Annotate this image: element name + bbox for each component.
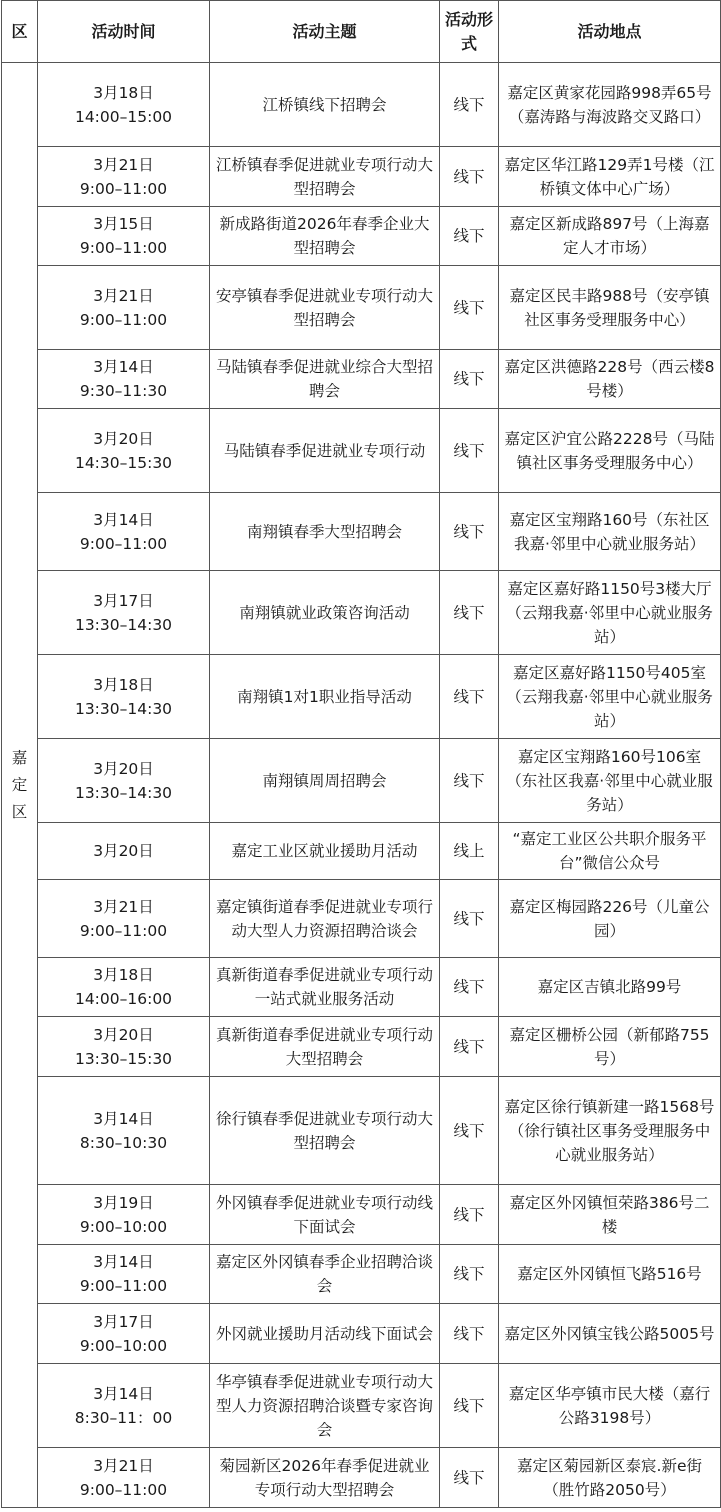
form-cell: 线下 xyxy=(440,147,499,207)
place-cell: 嘉定区新成路897号（上海嘉定人才市场） xyxy=(499,207,721,266)
place-cell: 嘉定区外冈镇宝钱公路5005号 xyxy=(499,1304,721,1364)
form-cell: 线下 xyxy=(440,409,499,493)
theme-cell: 安亭镇春季促进就业专项行动大型招聘会 xyxy=(210,266,440,350)
place-cell: “嘉定工业区公共职介服务平台”微信公众号 xyxy=(499,823,721,880)
header-time: 活动时间 xyxy=(38,1,210,63)
theme-cell: 南翔镇1对1职业指导活动 xyxy=(210,655,440,739)
theme-cell: 新成路街道2026年春季企业大型招聘会 xyxy=(210,207,440,266)
place-cell: 嘉定区外冈镇恒飞路516号 xyxy=(499,1245,721,1304)
theme-cell: 外冈镇春季促进就业专项行动线下面试会 xyxy=(210,1185,440,1245)
form-cell: 线下 xyxy=(440,1017,499,1077)
table-row xyxy=(2,493,721,571)
table-row xyxy=(2,1304,721,1364)
table-row xyxy=(2,1017,721,1077)
table-row xyxy=(2,880,721,958)
form-cell: 线下 xyxy=(440,1364,499,1448)
theme-cell: 嘉定区外冈镇春季企业招聘洽谈会 xyxy=(210,1245,440,1304)
time-cell: 3月21日 9:00–11:00 xyxy=(38,880,210,958)
place-cell: 嘉定区菊园新区泰宸.新e街（胜竹路2050号） xyxy=(499,1448,721,1508)
table-row xyxy=(2,571,721,655)
table-row xyxy=(2,350,721,409)
time-cell: 3月21日 9:00–11:00 xyxy=(38,266,210,350)
form-cell: 线下 xyxy=(440,655,499,739)
form-cell: 线下 xyxy=(440,880,499,958)
place-cell: 嘉定区民丰路988号（安亭镇社区事务受理服务中心） xyxy=(499,266,721,350)
table-row xyxy=(2,409,721,493)
table-row xyxy=(2,1185,721,1245)
table-row xyxy=(2,266,721,350)
form-cell: 线下 xyxy=(440,63,499,147)
time-cell: 3月20日 xyxy=(38,823,210,880)
table-row xyxy=(2,1364,721,1448)
theme-cell: 马陆镇春季促进就业专项行动 xyxy=(210,409,440,493)
time-cell: 3月21日 9:00–11:00 xyxy=(38,1448,210,1508)
table-row xyxy=(2,739,721,823)
place-cell: 嘉定区梅园路226号（儿童公园） xyxy=(499,880,721,958)
form-cell: 线下 xyxy=(440,350,499,409)
place-cell: 嘉定区洪德路228号（西云楼8号楼） xyxy=(499,350,721,409)
table-row xyxy=(2,147,721,207)
time-cell: 3月21日 9:00–11:00 xyxy=(38,147,210,207)
form-cell: 线下 xyxy=(440,739,499,823)
theme-cell: 外冈就业援助月活动线下面试会 xyxy=(210,1304,440,1364)
form-cell: 线下 xyxy=(440,1448,499,1508)
event-table xyxy=(1,0,721,1508)
header-theme: 活动主题 xyxy=(210,1,440,63)
form-cell: 线下 xyxy=(440,493,499,571)
theme-cell: 马陆镇春季促进就业综合大型招聘会 xyxy=(210,350,440,409)
time-cell: 3月20日 13:30–15:30 xyxy=(38,1017,210,1077)
theme-cell: 嘉定工业区就业援助月活动 xyxy=(210,823,440,880)
place-cell: 嘉定区嘉好路1150号3楼大厅（云翔我嘉·邻里中心就业服务站） xyxy=(499,571,721,655)
theme-cell: 真新街道春季促进就业专项行动一站式就业服务活动 xyxy=(210,958,440,1017)
form-cell: 线下 xyxy=(440,1185,499,1245)
place-cell: 嘉定区宝翔路160号106室（东社区我嘉·邻里中心就业服务站） xyxy=(499,739,721,823)
place-cell: 嘉定区华亭镇市民大楼（嘉行公路3198号） xyxy=(499,1364,721,1448)
form-cell: 线下 xyxy=(440,1077,499,1185)
time-cell: 3月18日 14:00–16:00 xyxy=(38,958,210,1017)
time-cell: 3月14日 9:30–11:30 xyxy=(38,350,210,409)
theme-cell: 嘉定镇街道春季促进就业专项行动大型人力资源招聘洽谈会 xyxy=(210,880,440,958)
table-row xyxy=(2,823,721,880)
theme-cell: 南翔镇就业政策咨询活动 xyxy=(210,571,440,655)
header-district: 区 xyxy=(2,1,38,63)
time-cell: 3月15日 9:00–11:00 xyxy=(38,207,210,266)
table-row xyxy=(2,1077,721,1185)
district-cell xyxy=(2,63,38,1508)
theme-cell: 真新街道春季促进就业专项行动大型招聘会 xyxy=(210,1017,440,1077)
theme-cell: 南翔镇周周招聘会 xyxy=(210,739,440,823)
header-place: 活动地点 xyxy=(499,1,721,63)
table-row xyxy=(2,1245,721,1304)
theme-cell: 江桥镇春季促进就业专项行动大型招聘会 xyxy=(210,147,440,207)
theme-cell: 华亭镇春季促进就业专项行动大型人力资源招聘洽谈暨专家咨询会 xyxy=(210,1364,440,1448)
form-cell: 线下 xyxy=(440,958,499,1017)
place-cell: 嘉定区华江路129弄1号楼（江桥镇文体中心广场） xyxy=(499,147,721,207)
place-cell: 嘉定区吉镇北路99号 xyxy=(499,958,721,1017)
time-cell: 3月20日 13:30–14:30 xyxy=(38,739,210,823)
time-cell: 3月18日 14:00–15:00 xyxy=(38,63,210,147)
theme-cell: 南翔镇春季大型招聘会 xyxy=(210,493,440,571)
table-row xyxy=(2,1448,721,1508)
form-cell: 线下 xyxy=(440,1304,499,1364)
place-cell: 嘉定区宝翔路160号（东社区我嘉·邻里中心就业服务站） xyxy=(499,493,721,571)
table-row xyxy=(2,63,721,147)
theme-cell: 徐行镇春季促进就业专项行动大型招聘会 xyxy=(210,1077,440,1185)
time-cell: 3月14日 8:30–10:30 xyxy=(38,1077,210,1185)
form-cell: 线上 xyxy=(440,823,499,880)
form-cell: 线下 xyxy=(440,266,499,350)
form-cell: 线下 xyxy=(440,207,499,266)
place-cell: 嘉定区沪宜公路2228号（马陆镇社区事务受理服务中心） xyxy=(499,409,721,493)
time-cell: 3月17日 13:30–14:30 xyxy=(38,571,210,655)
header-form: 活动形式 xyxy=(440,1,499,63)
time-cell: 3月14日 9:00–11:00 xyxy=(38,493,210,571)
header-row xyxy=(2,1,721,63)
table-row xyxy=(2,958,721,1017)
table-body xyxy=(2,63,721,1508)
table-row xyxy=(2,655,721,739)
table-row xyxy=(2,207,721,266)
theme-cell: 菊园新区2026年春季促进就业专项行动大型招聘会 xyxy=(210,1448,440,1508)
time-cell: 3月14日 9:00–11:00 xyxy=(38,1245,210,1304)
time-cell: 3月17日 9:00–10:00 xyxy=(38,1304,210,1364)
place-cell: 嘉定区嘉好路1150号405室（云翔我嘉·邻里中心就业服务站） xyxy=(499,655,721,739)
theme-cell: 江桥镇线下招聘会 xyxy=(210,63,440,147)
form-cell: 线下 xyxy=(440,571,499,655)
place-cell: 嘉定区黄家花园路998弄65号（嘉涛路与海波路交叉路口） xyxy=(499,63,721,147)
time-cell: 3月19日 9:00–10:00 xyxy=(38,1185,210,1245)
place-cell: 嘉定区栅桥公园（新郁路755号） xyxy=(499,1017,721,1077)
place-cell: 嘉定区外冈镇恒荣路386号二楼 xyxy=(499,1185,721,1245)
district-label: 嘉定区 xyxy=(11,748,28,821)
place-cell: 嘉定区徐行镇新建一路1568号（徐行镇社区事务受理服务中心就业服务站） xyxy=(499,1077,721,1185)
time-cell: 3月14日 8:30–11：00 xyxy=(38,1364,210,1448)
time-cell: 3月18日 13:30–14:30 xyxy=(38,655,210,739)
form-cell: 线下 xyxy=(440,1245,499,1304)
time-cell: 3月20日 14:30–15:30 xyxy=(38,409,210,493)
